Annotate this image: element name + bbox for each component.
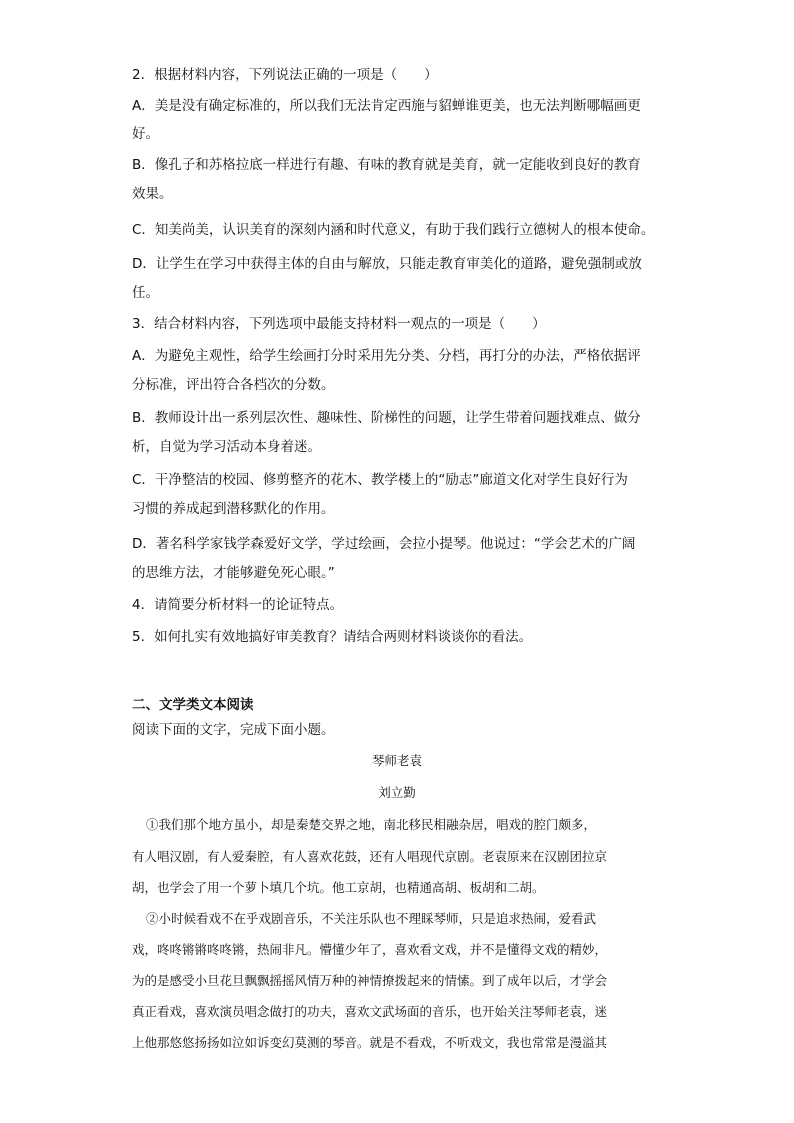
question-3-option-a-line-2: 分标准，评出符合各档次的分数。 [132, 377, 335, 393]
question-2-option-d-line-2: 任。 [132, 285, 159, 301]
question-2-option-d-line-1: D．让学生在学习中获得主体的自由与解放，只能走教育审美化的道路，避免强制或放 [132, 256, 642, 272]
question-3-option-d-line-2: 的思维方法，才能够避免死心眼。” [132, 565, 335, 581]
question-3-option-b-line-1: B．教师设计出一系列层次性、趣味性、阶梯性的问题，让学生带着问题找难点、做分 [132, 410, 641, 426]
question-2-option-b-line-2: 效果。 [132, 186, 173, 202]
question-2: 2．根据材料内容，下列说法正确的一项是（ ） [132, 67, 438, 83]
paragraph-2-line-1: ②小时候看戏不在乎戏剧音乐，不关注乐队也不理睬琴师，只是追求热闹，爱看武 [146, 911, 597, 926]
question-3-option-b-line-2: 析，自觉为学习活动本身着迷。 [132, 439, 321, 455]
question-2-option-a-line-1: A．美是没有确定标准的，所以我们无法肯定西施与貂蝉谁更美，也无法判断哪幅画更 [132, 98, 641, 114]
section-instruction: 阅读下面的文字，完成下面小题。 [132, 722, 335, 738]
question-3-option-c-line-1: C．干净整洁的校园、修剪整齐的花木、教学楼上的“励志”廊道文化对学生良好行为 [132, 472, 628, 488]
question-2-option-b-line-1: B．像孔子和苏格拉底一样进行有趣、有味的教育就是美育，就一定能收到良好的教育 [132, 157, 641, 173]
question-3-option-d-line-1: D．著名科学家钱学森爱好文学，学过绘画，会拉小提琴。他说过：“学会艺术的广阔 [132, 536, 636, 552]
question-3-option-a-line-1: A．为避免主观性，给学生绘画打分时采用先分类、分档，再打分的办法，严格依据评 [132, 348, 641, 364]
story-title: 琴师老袁 [371, 753, 422, 768]
paragraph-2-line-5: 上他那悠悠扬扬如泣如诉变幻莫测的琴音。就是不看戏，不听戏文，我也常常是漫溢其 [132, 1035, 608, 1050]
paragraph-1-line-2: 有人唱汉剧，有人爱秦腔，有人喜欢花鼓，还有人唱现代京剧。老袁原来在汉剧团拉京 [132, 849, 608, 864]
question-3-option-c-line-2: 习惯的养成起到潜移默化的作用。 [132, 501, 335, 517]
story-author: 刘立勤 [378, 785, 416, 800]
paragraph-2-line-4: 真正看戏，喜欢演员唱念做打的功夫，喜欢文武场面的音乐，也开始关注琴师老袁，迷 [132, 1004, 608, 1019]
question-4: 4．请简要分析材料一的论证特点。 [132, 597, 344, 613]
paragraph-1-line-1: ①我们那个地方虽小，却是秦楚交界之地，南北移民相融杂居，唱戏的腔门颇多， [146, 817, 597, 832]
question-2-option-c: C．知美尚美，认识美育的深刻内涵和时代意义，有助于我们践行立德树人的根本使命。 [132, 222, 655, 238]
question-5: 5．如何扎实有效地搞好审美教育？请结合两则材料谈谈你的看法。 [132, 629, 533, 645]
question-2-option-a-line-2: 好。 [132, 126, 159, 142]
section-heading: 二、文学类文本阅读 [132, 697, 254, 713]
paragraph-2-line-3: 为的是感受小旦花旦飘飘摇摇风情万种的神情撩拨起来的情愫。到了成年以后，才学会 [132, 973, 608, 988]
paragraph-2-line-2: 戏，咚咚锵锵咚咚锵，热闹非凡。懵懂少年了，喜欢看文戏，并不是懂得文戏的精妙， [132, 942, 608, 957]
question-3: 3．结合材料内容，下列选项中最能支持材料一观点的一项是（ ） [132, 316, 546, 332]
paragraph-1-line-3: 胡，也学会了用一个萝卜填几个坑。他工京胡，也精通高胡、板胡和二胡。 [132, 880, 545, 895]
